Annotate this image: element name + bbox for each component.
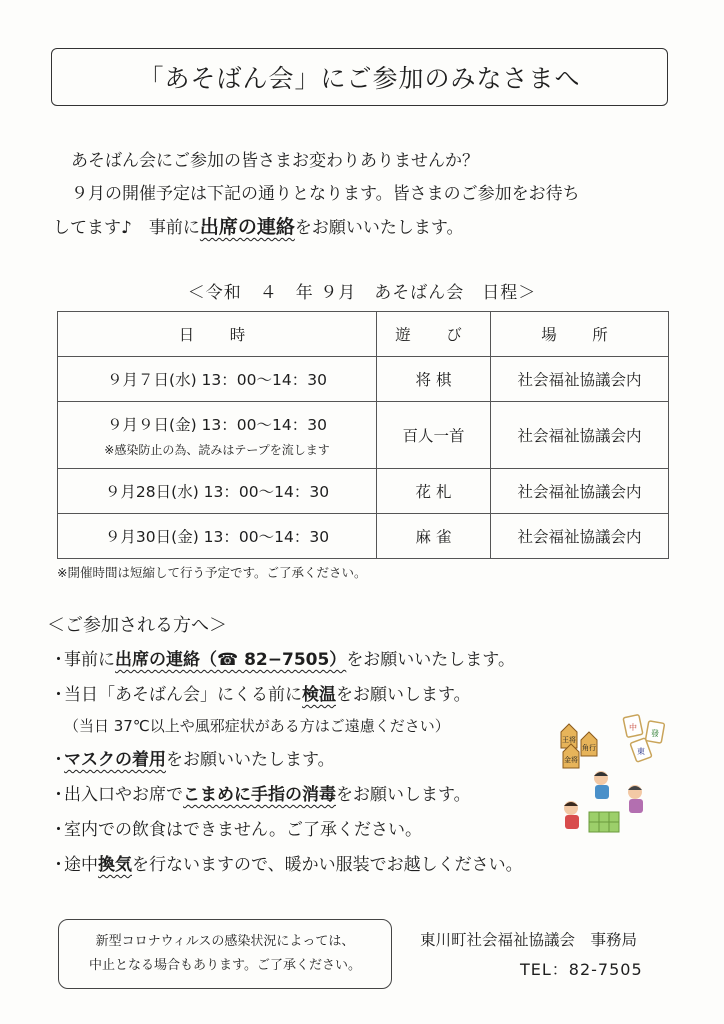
bullet: ・ — [50, 650, 67, 670]
page-title-box — [51, 48, 668, 106]
table-row — [58, 402, 669, 469]
organization-name: 東川町社会福祉協議会 事務局 — [420, 931, 638, 949]
intro-line-3-pre: してます♪ 事前に — [53, 218, 200, 238]
schedule-footnote: ※開催時間は短縮して行う予定です。ご了承ください。 — [57, 565, 367, 580]
intro-line-2: ９月の開催予定は下記の通りとなります。皆さまのご参加をお待ち — [71, 184, 580, 204]
intro-text — [53, 145, 683, 245]
rule-emphasis: 換気 — [98, 855, 132, 875]
cell-datetime: ９月28日(水) 13：00～14：30 — [58, 469, 377, 514]
schedule-title: ＜令和 ４ 年 ９月 あそばん会 日程＞ — [187, 283, 537, 303]
cell-activity: 将 棋 — [377, 357, 491, 402]
mahjong-tile-label: 發 — [651, 729, 659, 738]
cell-place: 社会福祉協議会内 — [491, 357, 669, 402]
cell-activity: 百人一首 — [377, 402, 491, 469]
rule-text: をお願いいたします。 — [346, 650, 515, 670]
bullet: ・ — [50, 750, 67, 770]
rule-text: 出入口やお席で — [64, 785, 183, 805]
telephone-number: TEL：82-7505 — [520, 960, 643, 979]
cell-activity: 花 札 — [377, 469, 491, 514]
table-header-row — [58, 312, 669, 357]
cell-activity: 麻 雀 — [377, 514, 491, 559]
rule-text: 室内での飲食はできません。ご了承ください。 — [64, 820, 423, 840]
cell-place: 社会福祉協議会内 — [491, 514, 669, 559]
cell-datetime: ９月７日(水) 13：00～14：30 — [58, 357, 377, 402]
cell-note: ※感染防止の為、読みはテープを流します — [104, 442, 330, 457]
cell-datetime — [58, 402, 377, 469]
bullet: ・ — [50, 855, 67, 875]
header-place: 場 所 — [491, 312, 669, 357]
rule-text: をお願いします。 — [336, 785, 471, 805]
list-item — [50, 743, 523, 778]
header-datetime: 日 時 — [58, 312, 377, 357]
list-item — [50, 643, 523, 678]
rule-emphasis: 検温 — [302, 685, 336, 705]
participants-title: ＜ご参加される方へ＞ — [47, 615, 227, 636]
rule-text: を行ないますので、暖かい服装でお越しください。 — [132, 855, 523, 875]
notice-line-1: 新型コロナウィルスの感染状況によっては、 — [95, 934, 355, 949]
rule-note: （当日 37℃以上や風邪症状がある方はご遠慮ください） — [64, 717, 450, 735]
rule-emphasis: こまめに手指の消毒 — [183, 785, 336, 805]
notice-box — [58, 919, 392, 989]
cell-datetime-text: ９月９日(金) 13：00～14：30 — [107, 415, 327, 434]
intro-line-1: あそばん会にご参加の皆さまお変わりありませんか？ — [71, 151, 479, 171]
table-row — [58, 514, 669, 559]
rule-emphasis: 出席の連絡（☎ 82−7505） — [115, 650, 347, 670]
cell-place: 社会福祉協議会内 — [491, 402, 669, 469]
page-title: 「あそばん会」にご参加のみなさまへ — [138, 64, 581, 93]
list-item — [50, 778, 523, 813]
bullet: ・ — [50, 785, 67, 805]
list-item — [50, 848, 523, 883]
list-item — [50, 813, 523, 848]
rule-text: をお願いします。 — [336, 685, 471, 705]
rule-text: 当日「あそばん会」にくる前に — [64, 685, 302, 705]
bullet: ・ — [50, 820, 67, 840]
shogi-piece-label: 王将 — [562, 736, 576, 744]
mahjong-tile-label: 東 — [637, 747, 645, 756]
cell-datetime: ９月30日(金) 13：00～14：30 — [58, 514, 377, 559]
rule-text: をお願いいたします。 — [166, 750, 335, 770]
table-row — [58, 357, 669, 402]
rule-emphasis: マスクの着用 — [64, 750, 166, 770]
bullet: ・ — [50, 685, 67, 705]
rule-text: 途中 — [64, 855, 98, 875]
header-activity: 遊 び — [377, 312, 491, 357]
shogi-pieces-icon — [561, 724, 597, 768]
mahjong-tiles-icon — [623, 715, 665, 763]
list-item — [50, 678, 523, 713]
schedule-table — [57, 311, 669, 559]
table-row — [58, 469, 669, 514]
notice-line-2: 中止となる場合もあります。ご了承ください。 — [89, 958, 361, 973]
rule-text: 事前に — [64, 650, 115, 670]
intro-line-3 — [53, 211, 683, 245]
intro-emphasis: 出席の連絡 — [199, 216, 295, 238]
cell-place: 社会福祉協議会内 — [491, 469, 669, 514]
mahjong-tile-label: 中 — [629, 723, 637, 732]
participant-rules — [50, 643, 523, 883]
shogi-piece-label: 角行 — [582, 744, 596, 752]
board-games-illustration-icon — [553, 712, 693, 852]
people-playing-icon — [564, 771, 643, 832]
shogi-piece-label: 金将 — [564, 756, 578, 764]
intro-line-3-post: をお願いいたします。 — [294, 218, 464, 238]
